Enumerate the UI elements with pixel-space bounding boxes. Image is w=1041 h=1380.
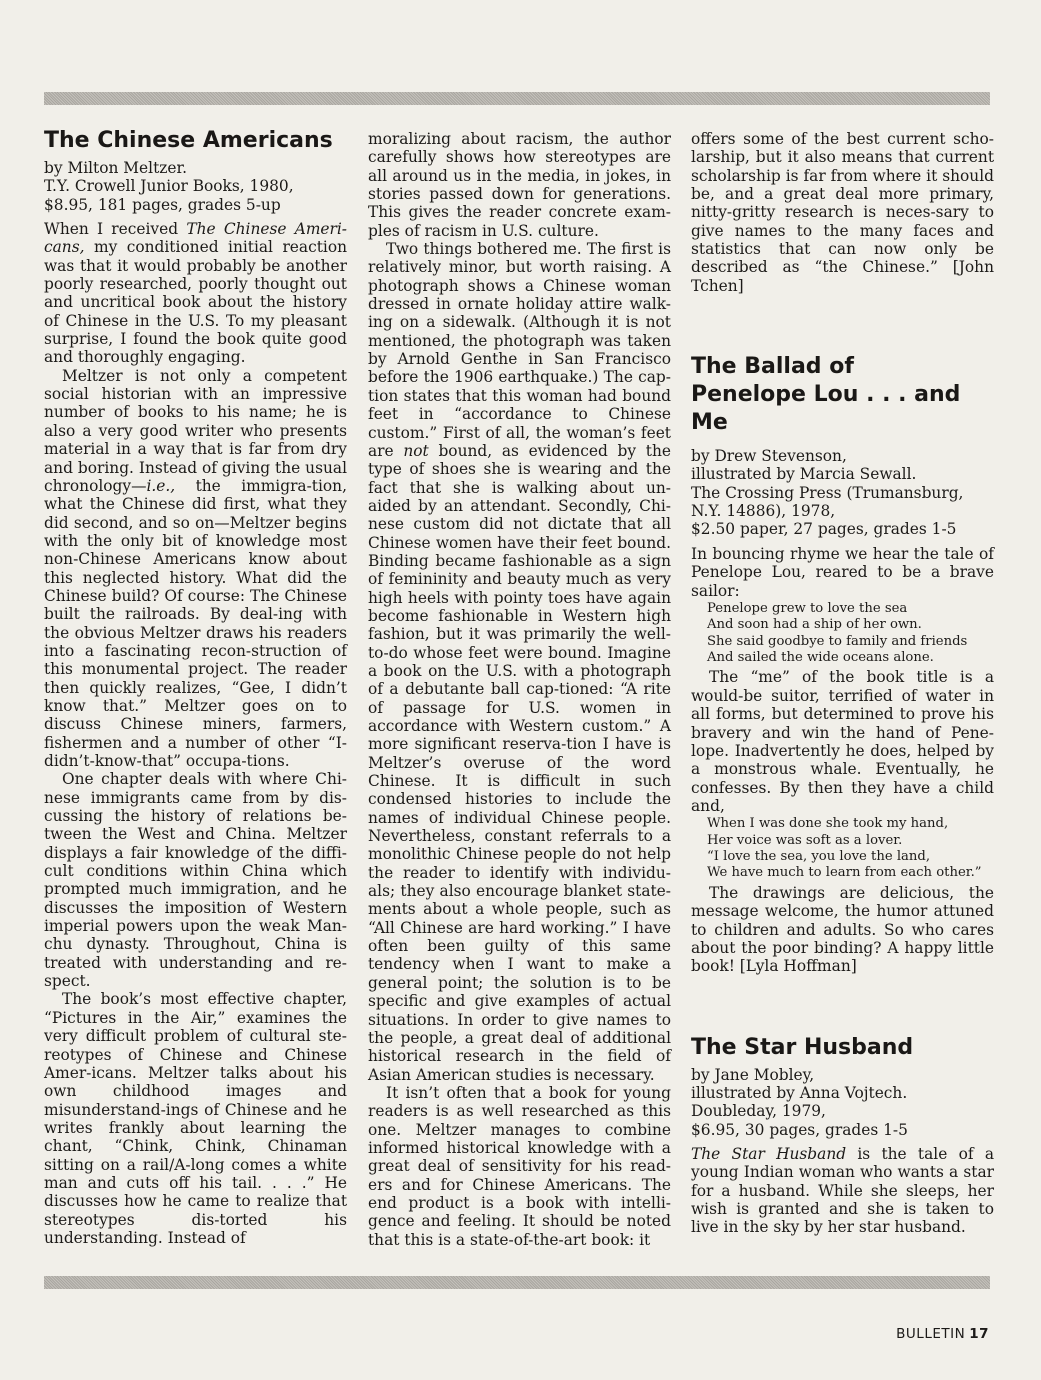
paragraph: It isn’t often that a book for young readers is as well researched as this one. Meltzer manages to combine informed historical knowledge with a great deal of sensitivity for his read-ers and for Chinese Americans. The end product is a book with intelli-gence and feeling. It should be noted that this is a state-of-the-art book: it xyxy=(368,1083,671,1249)
verse-line: And sailed the wide oceans alone. xyxy=(707,650,934,666)
paragraph xyxy=(44,367,347,771)
top-rule xyxy=(44,92,990,105)
text: is the tale of a young Indian woman who wants a star for a husband. While she sleeps, her wish is granted and she is taken to live in the sky by her star husband. xyxy=(691,1144,994,1237)
publisher: T.Y. Crowell Junior Books, 1980, xyxy=(44,177,294,196)
emphasis: not xyxy=(403,441,429,460)
verse-line: When I was done she took my hand, xyxy=(707,816,949,832)
bibliographic-info xyxy=(44,159,347,214)
illustrator: illustrated by Marcia Sewall. xyxy=(691,465,917,484)
price-pages-grades: $2.50 paper, 27 pages, grades 1-5 xyxy=(691,520,957,539)
publisher: Doubleday, 1979, xyxy=(691,1102,826,1121)
verse-line: She said goodbye to family and friends xyxy=(707,633,968,649)
verse-line: “I love the sea, you love the land, xyxy=(707,849,931,865)
publisher: The Crossing Press (Trumansburg, xyxy=(691,483,964,502)
review-title: The Star Husband xyxy=(691,1034,914,1060)
byline: by Jane Mobley, xyxy=(691,1065,815,1084)
text: When I received xyxy=(44,220,187,239)
verse-line: Her voice was soft as a lover. xyxy=(707,832,903,848)
column-2 xyxy=(368,130,671,1249)
emphasis: i.e., xyxy=(146,476,176,495)
text: the immigra-tion, what the Chinese did first, what they did second, and so on—Meltzer begins with the only bit of knowledge most non-Chinese Americans know about this neglected history. What did the Chinese build? Of course: The Chinese built the railroads. By deal-ing with the obvious Meltzer draws his readers into a fascinating recon-struction of this monumental project. The reader then quickly realizes, “Gee, I didn’t know that.” Meltzer goes on to discuss Chinese miners, farmers, fishermen and a number of other “I-didn’t-know-that” occupa-tions. xyxy=(44,476,347,770)
review-title: The Ballad of Penelope Lou . . . and Me xyxy=(691,354,961,436)
paragraph xyxy=(44,220,347,367)
column-3 xyxy=(691,130,994,1237)
bibliographic-info xyxy=(691,1066,994,1139)
verse-quote xyxy=(691,601,994,667)
byline: by Drew Stevenson, xyxy=(691,447,847,466)
bottom-rule xyxy=(44,1276,990,1289)
paragraph: In bouncing rhyme we hear the tale of Penelope Lou, reared to be a brave sailor: xyxy=(691,544,994,600)
paragraph: The “me” of the book title is a would-be suitor, terrified of water in all forms, but determined to prove his bravery and win the hand of Pene-lope. Inadvertently he does, helped by a monstrous whale. Eventually, he confesses. By then they have a child and, xyxy=(691,668,994,815)
paragraph: offers some of the best current scho-larship, but it also means that current scholarship is far from where it should be, and a great deal more primary, nitty-gritty research is neces-sary to give names to the many faces and statistics that can now only be described as “the Chinese.” [John Tchen] xyxy=(691,130,994,295)
paragraph xyxy=(368,240,671,1084)
paragraph: The drawings are delicious, the message welcome, the humor attuned to children and adults. So who cares about the poor binding? A happy little book! [Lyla Hoffman] xyxy=(691,883,994,976)
text: Meltzer is not only a competent social historian with an impressive number of books to his name; he is also a very good writer who presents material in a way that is far from dry and boring. Instead of giving the usual chronology— xyxy=(44,366,347,495)
verse-quote xyxy=(691,816,994,882)
text: Two things bothered me. The first is relatively minor, but worth raising. A photograph shows a Chinese woman dressed in ornate holiday attire walk-ing on a sidewalk. (Although it is not mentioned, the photograph was taken by Arnold Genthe in San Francisco before the 1906 earthquake.) The cap-tion states that this woman had bound feet in “accordance to Chinese custom.” First of all, the woman’s feet are xyxy=(368,240,671,460)
verse-line: Penelope grew to love the sea xyxy=(707,600,908,616)
verse-line: We have much to learn from each other.” xyxy=(707,865,982,881)
paragraph: The book’s most effective chapter, “Pictures in the Air,” examines the very difficult problem of cultural ste-reotypes of Chinese and Chinese Amer-icans. Meltzer talks about his own childhood images and misunderstand-ings of Chinese and he writes frankly about learning the chant, “Chink, Chink, Chinaman sitting on a rail/A-long comes a white man and cuts off his tail. . . .” He discusses how he came to realize that stereotypes dis-torted his understanding. Instead of xyxy=(44,990,347,1247)
page-number: 17 xyxy=(969,1326,989,1342)
price-pages-grades: $6.95, 30 pages, grades 1-5 xyxy=(691,1120,908,1139)
byline: by Milton Meltzer. xyxy=(44,159,188,177)
illustrator: illustrated by Anna Vojtech. xyxy=(691,1083,908,1102)
review-title: The Chinese Americans xyxy=(44,128,333,153)
publication-name: BULLETIN xyxy=(896,1326,966,1342)
book-title: The Chinese Ameri-cans, xyxy=(44,220,347,257)
bibliographic-info xyxy=(691,447,994,539)
paragraph: One chapter deals with where Chi-nese immigrants came from by dis-cussing the history of relations be-tween the West and China. Meltzer displays a fair knowledge of the diffi-cult conditions within China which prompted much immigration, and he discusses the imposition of Western imperial powers upon the weak Man-chu dynasty. Throughout, China is treated with understanding and re-spect. xyxy=(44,770,347,991)
text: bound, as evidenced by the type of shoes she is wearing and the fact that she is walking about un-aided by an attendant. Secondly, Chi-nese custom did not dictate that all Chinese women have their feet bound. Binding became fashionable as a sign of femininity and beauty much as very high heels with pointy toes have again become fashionable in Western high fashion, but it was primarily the well-to-do whose feet were bound. Imagine a book on the U.S. with a photograph of a debutante ball cap-tioned: “A rite of passage for U.S. women in accordance with Western custom.” A more significant reserva-tion I have is Meltzer’s overuse of the word Chinese. It is difficult in such condensed histories to include the names of individual Chinese people. Nevertheless, constant referrals to a monolithic Chinese people do not help the reader to identify with individu-als; they also encourage blanket state-ments about a whole people, such as “All Chinese are hard working.” I have often been guilty of this same tendency when I want to make a general point; the solution is to be specific and give examples of actual situations. In order to give names to the people, a great deal of additional historical research in the field of Asian American studies is necessary. xyxy=(368,441,671,1084)
text: my conditioned initial reaction was that it would probably be another poorly researched, poorly thought out and uncritical book about the history of Chinese in the U.S. To my pleasant surprise, I found the book quite good and thoroughly engaging. xyxy=(44,238,347,367)
verse-line: And soon had a ship of her own. xyxy=(707,617,922,633)
publisher-address: N.Y. 14886), 1978, xyxy=(691,502,836,521)
column-1 xyxy=(44,130,347,1247)
page-footer xyxy=(896,1326,989,1342)
paragraph xyxy=(691,1145,994,1237)
price-pages-grades: $8.95, 181 pages, grades 5-up xyxy=(44,195,281,214)
paragraph: moralizing about racism, the author carefully shows how stereotypes are all around us in the media, in jokes, in stories passed down for generations. This gives the reader concrete exam-ples of racism in U.S. culture. xyxy=(368,130,671,240)
book-title: The Star Husband xyxy=(691,1144,847,1163)
